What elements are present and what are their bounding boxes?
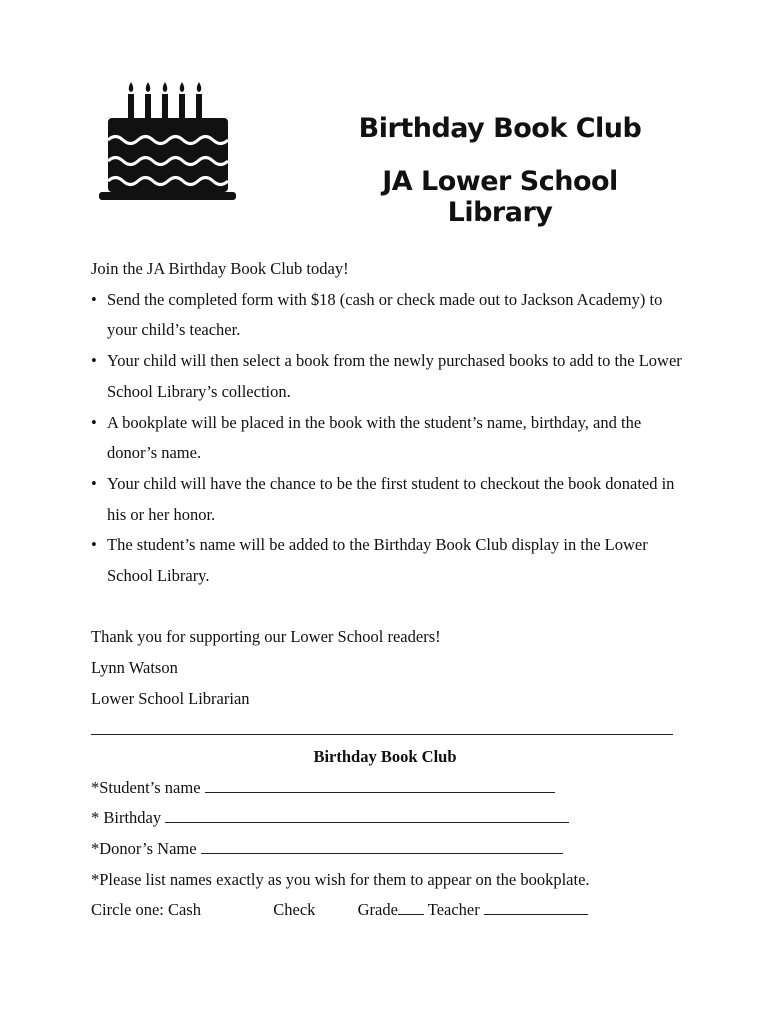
grade-blank[interactable] <box>398 900 424 915</box>
signature-role: Lower School Librarian <box>91 688 250 708</box>
birthday-cake-icon <box>98 80 238 204</box>
thanks-text: Thank you for supporting our Lower School readers! <box>91 627 441 647</box>
page-title: Birthday Book Club <box>358 113 642 144</box>
student-name-label: *Student’s name <box>91 778 201 797</box>
grade-label: Grade <box>357 900 398 919</box>
teacher-label: Teacher <box>427 900 480 919</box>
list-item: • Your child will then select a book from the newly purchased books to add to the Lower School Library’s collection. <box>91 346 691 407</box>
check-option: Check <box>273 900 316 919</box>
circle-cash-label: Circle one: Cash <box>91 900 201 919</box>
donor-name-row <box>91 834 563 865</box>
letter-body <box>91 254 691 715</box>
payment-row <box>91 895 588 926</box>
spacer <box>91 592 691 623</box>
donor-name-blank[interactable] <box>201 839 563 854</box>
birthday-row <box>91 803 569 834</box>
student-name-row <box>91 773 555 804</box>
signature-name: Lynn Watson <box>91 658 178 678</box>
teacher-blank[interactable] <box>484 900 588 915</box>
info-list <box>91 285 691 592</box>
birthday-label: * Birthday <box>91 808 162 827</box>
list-item: • The student’s name will be added to the Birthday Book Club display in the Lower School Library. <box>91 530 691 591</box>
list-item: • Your child will have the chance to be the first student to checkout the book donated in his or her honor. <box>91 469 691 530</box>
list-item: • Send the completed form with $18 (cash or check made out to Jackson Academy) to your child’s teacher. <box>91 285 691 346</box>
cut-line <box>91 734 673 735</box>
bookplate-note: *Please list names exactly as you wish for them to appear on the bookplate. <box>91 870 590 889</box>
page-subtitle: JA Lower School Library <box>382 166 618 228</box>
birthday-blank[interactable] <box>165 808 569 823</box>
form-title: Birthday Book Club <box>313 747 457 766</box>
donor-name-label: *Donor’s Name <box>91 839 197 858</box>
intro-text: Join the JA Birthday Book Club today! <box>91 259 349 278</box>
list-item: • A bookplate will be placed in the book with the student’s name, birthday, and the donor’s name. <box>91 408 691 469</box>
student-name-blank[interactable] <box>205 778 555 793</box>
